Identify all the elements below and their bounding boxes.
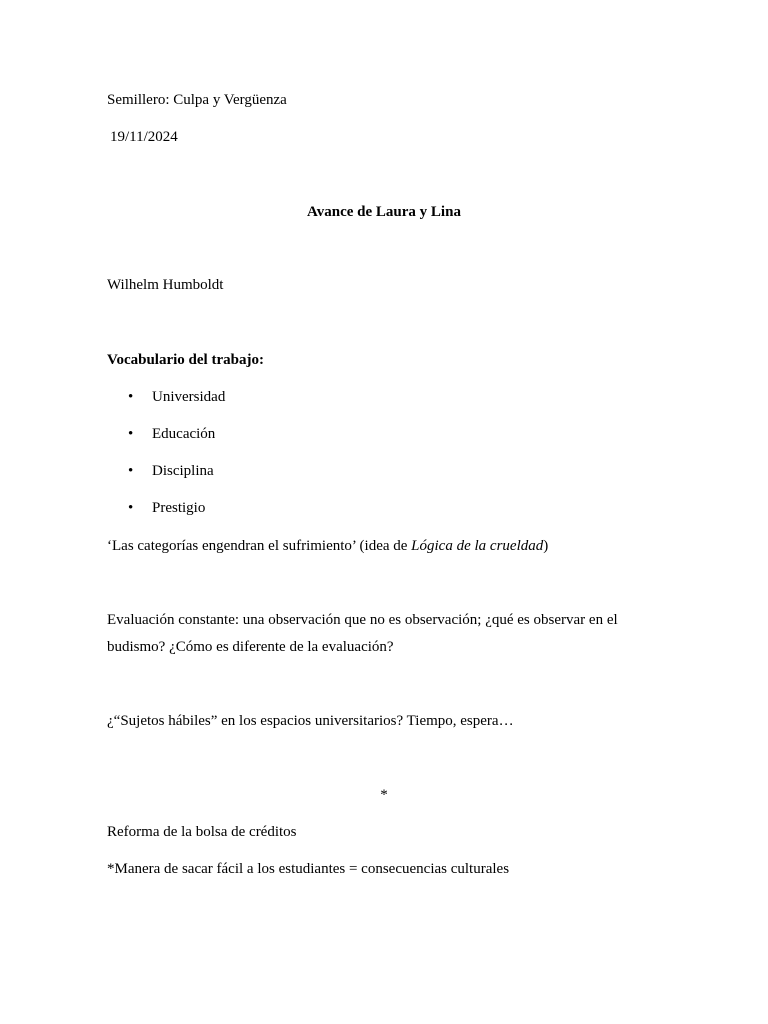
list-item-text: Educación xyxy=(152,426,216,442)
section-separator: * xyxy=(380,787,388,803)
list-item-text: Disciplina xyxy=(152,463,214,479)
vocabulary-heading: Vocabulario del trabajo: xyxy=(107,352,264,368)
evaluation-line-2: budismo? ¿Cómo es diferente de la evaluación? xyxy=(107,639,394,655)
bullet-icon: • xyxy=(128,500,134,516)
quote-line xyxy=(107,537,658,555)
evaluation-line-1: Evaluación constante: una observación que no es observación; ¿qué es observar en el xyxy=(107,612,618,628)
note-line: *Manera de sacar fácil a los estudiantes = consecuencias culturales xyxy=(107,861,510,877)
list-item-text: Prestigio xyxy=(152,500,206,516)
bullet-icon: • xyxy=(128,389,134,405)
quote-text: ‘Las categorías engendran el sufrimiento’ (idea de xyxy=(107,538,412,554)
author-name: Wilhelm Humboldt xyxy=(107,277,224,293)
subjects-question: ¿“Sujetos hábiles” en los espacios universitarios? Tiempo, espera… xyxy=(107,713,514,729)
document-title: Avance de Laura y Lina xyxy=(307,204,461,220)
list-item-text: Universidad xyxy=(152,389,226,405)
group-name: Semillero: Culpa y Vergüenza xyxy=(107,92,287,108)
quote-close: ) xyxy=(543,538,549,554)
book-title: Lógica de la crueldad xyxy=(411,538,544,554)
reform-line: Reforma de la bolsa de créditos xyxy=(107,824,297,840)
bullet-icon: • xyxy=(128,426,134,442)
document-date: 19/11/2024 xyxy=(110,129,178,145)
bullet-icon: • xyxy=(128,463,134,479)
